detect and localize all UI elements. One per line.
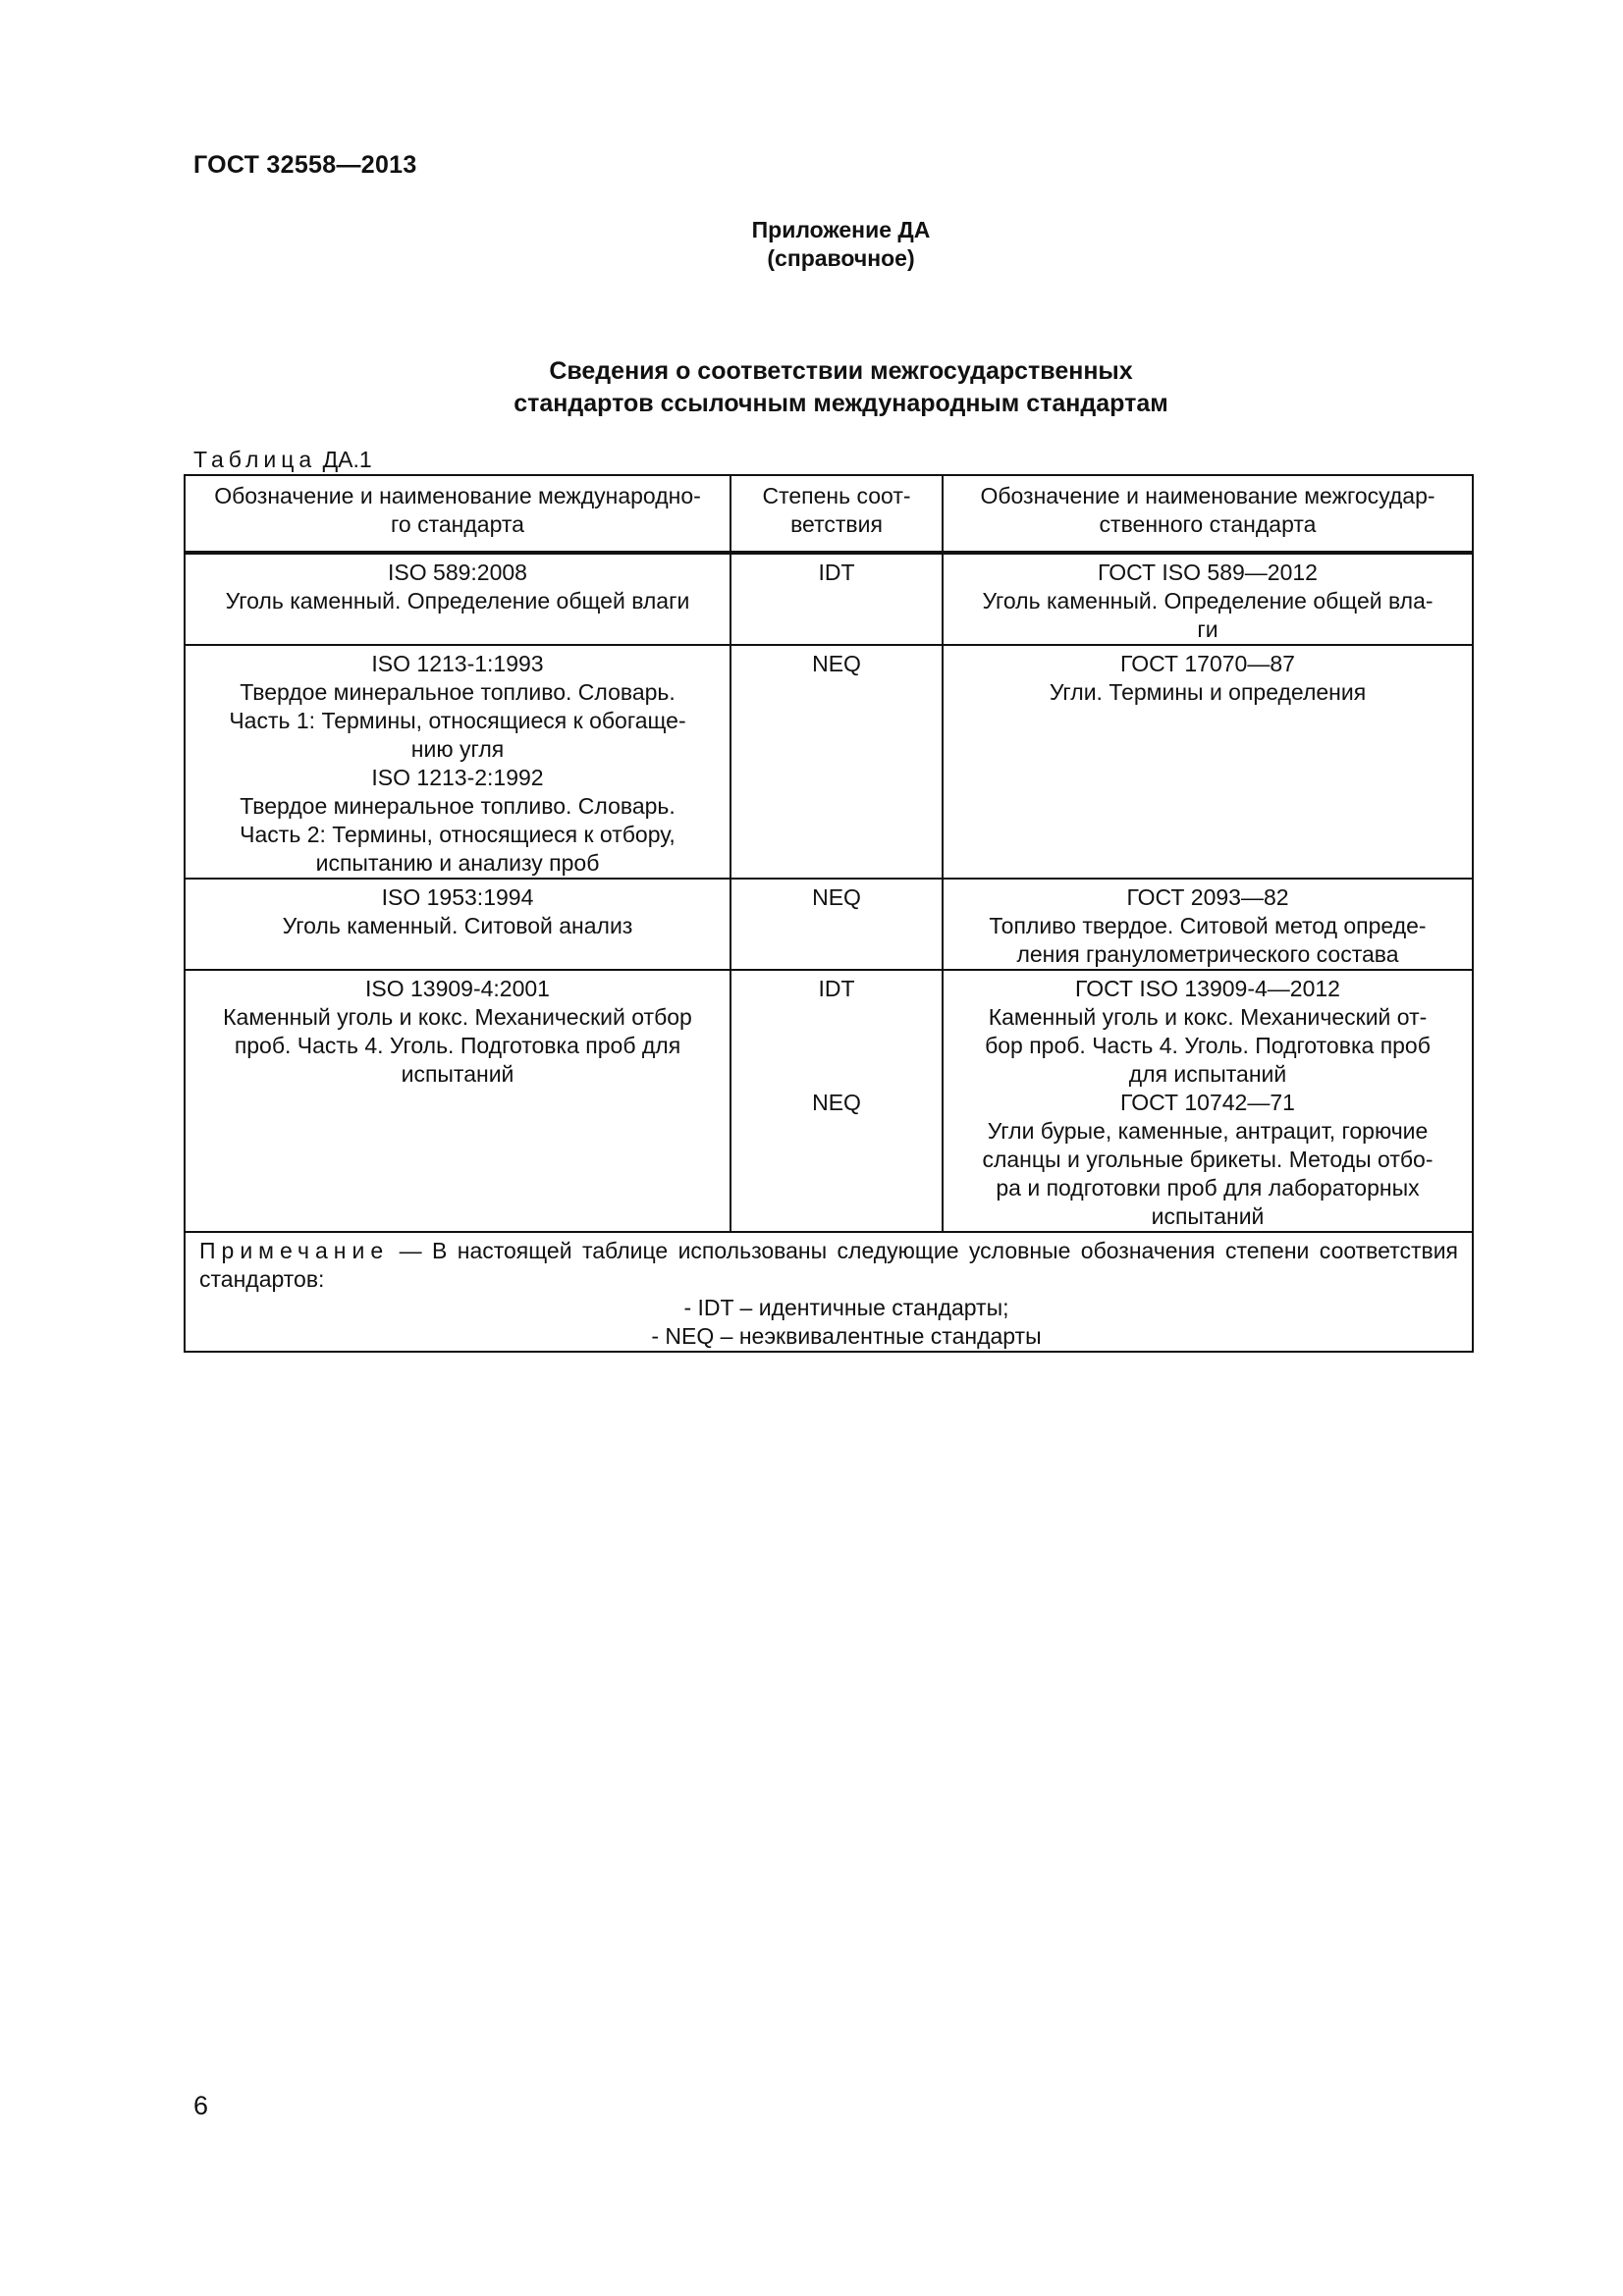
header-international-standard: Обозначение и наименование международно- го стандарта xyxy=(185,475,730,553)
cell-international-standard: ISO 1213-1:1993 Твердое минеральное топливо. Словарь. Часть 1: Термины, относящиеся к обогаще- нию угля ISO 1213-2:1992 Твердое минеральное топливо. Словарь. Часть 2: Термины, относящиеся к отбору, испытанию и анализу проб xyxy=(185,645,730,879)
cell-degree: IDT xyxy=(730,553,943,645)
cell-interstate-standard: ГОСТ 2093—82 Топливо твердое. Ситовой метод опреде- ления гранулометрического состава xyxy=(943,879,1473,970)
header-interstate-standard: Обозначение и наименование межгосудар- ственного стандарта xyxy=(943,475,1473,553)
section-title-line-1: Сведения о соответствии межгосударственных xyxy=(549,357,1133,385)
cell-international-standard: ISO 589:2008 Уголь каменный. Определение общей влаги xyxy=(185,553,730,645)
appendix-heading xyxy=(0,216,1623,273)
table-row xyxy=(185,645,1473,879)
table-row xyxy=(185,879,1473,970)
table-note-row xyxy=(185,1232,1473,1352)
cell-degree: IDT NEQ xyxy=(730,970,943,1232)
page-number: 6 xyxy=(193,2091,209,2120)
cell-interstate-standard: ГОСТ ISO 13909-4—2012 Каменный уголь и кокс. Механический от- бор проб. Часть 4. Уголь. Подготовка проб для испытаний ГОСТ 10742—71 Угли бурые, каменные, антрацит, горючие сланцы и угольные брикеты. Методы отбо- ра и подготовки проб для лабораторных испытаний xyxy=(943,970,1473,1232)
cell-international-standard: ISO 1953:1994 Уголь каменный. Ситовой анализ xyxy=(185,879,730,970)
header-degree-of-conformity: Степень соот- ветствия xyxy=(730,475,943,553)
cell-interstate-standard: ГОСТ ISO 589—2012 Уголь каменный. Определение общей вла- ги xyxy=(943,553,1473,645)
cell-degree: NEQ xyxy=(730,879,943,970)
appendix-kind: (справочное) xyxy=(767,245,915,271)
note-item-idt: - IDT – идентичные стандарты; xyxy=(683,1295,1009,1320)
note-text: — В настоящей таблице использованы следующие условные обозначения степени соответствия стандартов: xyxy=(199,1238,1458,1292)
table-caption xyxy=(193,446,372,473)
standards-table xyxy=(184,474,1474,1353)
note-item-neq: - NEQ – неэквивалентные стандарты xyxy=(651,1323,1042,1349)
table-note xyxy=(185,1232,1473,1352)
section-title xyxy=(0,355,1623,420)
section-title-line-2: стандартов ссылочным международным стандартам xyxy=(514,390,1168,417)
table-row xyxy=(185,553,1473,645)
table-header-row xyxy=(185,475,1473,553)
appendix-title: Приложение ДА xyxy=(751,217,931,242)
note-paragraph xyxy=(199,1237,1458,1294)
note-label: Примечание xyxy=(199,1238,390,1263)
cell-international-standard: ISO 13909-4:2001 Каменный уголь и кокс. Механический отбор проб. Часть 4. Уголь. Подготовка проб для испытаний xyxy=(185,970,730,1232)
table-row xyxy=(185,970,1473,1232)
cell-interstate-standard: ГОСТ 17070—87 Угли. Термины и определения xyxy=(943,645,1473,879)
cell-degree: NEQ xyxy=(730,645,943,879)
table-caption-label: Таблица xyxy=(193,447,317,472)
document-code: ГОСТ 32558—2013 xyxy=(193,151,417,179)
table-caption-number: ДА.1 xyxy=(322,447,372,472)
